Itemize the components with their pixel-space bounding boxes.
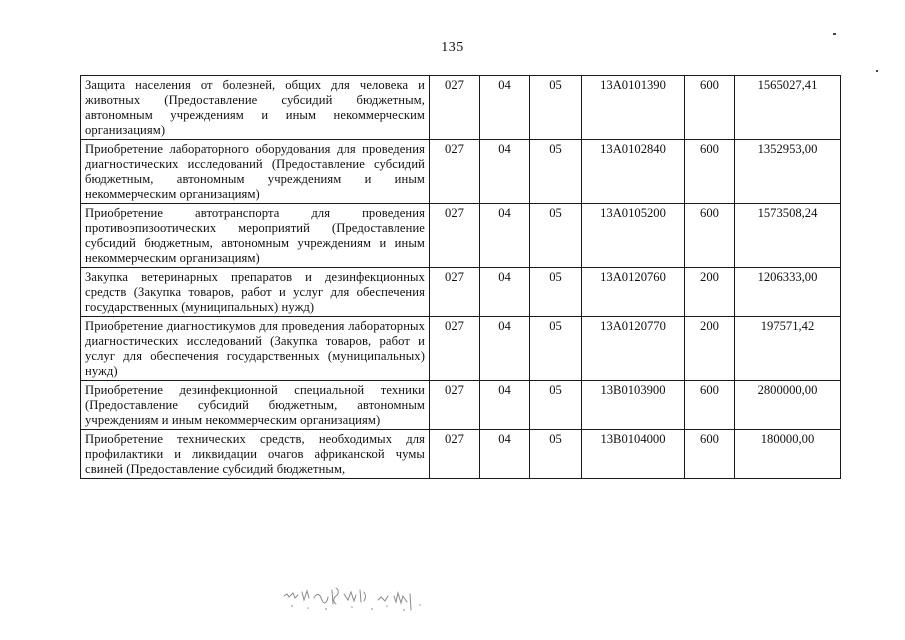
signature-scribble [282,582,452,622]
target-article-code: 13А0105200 [582,204,685,268]
page-number: 135 [441,40,464,55]
table-row [81,268,841,317]
ministry-code: 027 [430,268,480,317]
table-row [81,140,841,204]
row-description: Приобретение дезинфекционной специальной техники (Предоставление субсидий бюджетным, автономным учреждениям и иным некоммерческим организациям) [81,381,430,430]
expense-type-code: 600 [685,381,735,430]
row-description: Приобретение лабораторного оборудования для проведения диагностических исследований (Предоставление субсидий бюджетным, автономным учреждениям и иным некоммерческим организациям) [81,140,430,204]
target-article-code: 13А0102840 [582,140,685,204]
expense-type-code: 600 [685,76,735,140]
row-description: Приобретение диагностикумов для проведения лабораторных диагностических исследований (Закупка товаров, работ и услуг для обеспечения государственных (муниципальных) нужд) [81,317,430,381]
target-article-code: 13В0103900 [582,381,685,430]
table-row [81,381,841,430]
section-code: 04 [480,317,530,381]
ministry-code: 027 [430,140,480,204]
expense-type-code: 200 [685,268,735,317]
scan-speck [876,70,878,72]
amount: 2800000,00 [735,381,841,430]
ministry-code: 027 [430,381,480,430]
target-article-code: 13В0104000 [582,430,685,479]
row-description: Закупка ветеринарных препаратов и дезинфекционных средств (Закупка товаров, работ и услуг для обеспечения государственных (муниципальных) нужд) [81,268,430,317]
amount: 197571,42 [735,317,841,381]
subsection-code: 05 [530,430,582,479]
ministry-code: 027 [430,317,480,381]
subsection-code: 05 [530,381,582,430]
target-article-code: 13А0120770 [582,317,685,381]
table-row [81,204,841,268]
section-code: 04 [480,76,530,140]
section-code: 04 [480,204,530,268]
amount: 1352953,00 [735,140,841,204]
subsection-code: 05 [530,76,582,140]
subsection-code: 05 [530,268,582,317]
section-code: 04 [480,140,530,204]
scan-speck [833,33,836,35]
subsection-code: 05 [530,140,582,204]
section-code: 04 [480,430,530,479]
budget-table [80,75,841,479]
table-row [81,317,841,381]
row-description: Приобретение технических средств, необходимых для профилактики и ликвидации очагов африканской чумы свиней (Предоставление субсидий бюджетным, [81,430,430,479]
expense-type-code: 600 [685,430,735,479]
amount: 180000,00 [735,430,841,479]
table-row [81,76,841,140]
subsection-code: 05 [530,204,582,268]
ministry-code: 027 [430,204,480,268]
expense-type-code: 600 [685,140,735,204]
row-description: Приобретение автотранспорта для проведения противоэпизоотических мероприятий (Предоставление субсидий бюджетным, автономным учреждениям и иным некоммерческим организациям) [81,204,430,268]
subsection-code: 05 [530,317,582,381]
amount: 1573508,24 [735,204,841,268]
expense-type-code: 600 [685,204,735,268]
target-article-code: 13А0101390 [582,76,685,140]
section-code: 04 [480,268,530,317]
target-article-code: 13А0120760 [582,268,685,317]
ministry-code: 027 [430,430,480,479]
row-description: Защита населения от болезней, общих для человека и животных (Предоставление субсидий бюджетным, автономным учреждениям и иным некоммерческим организациям) [81,76,430,140]
amount: 1206333,00 [735,268,841,317]
section-code: 04 [480,381,530,430]
expense-type-code: 200 [685,317,735,381]
table-row [81,430,841,479]
ministry-code: 027 [430,76,480,140]
amount: 1565027,41 [735,76,841,140]
